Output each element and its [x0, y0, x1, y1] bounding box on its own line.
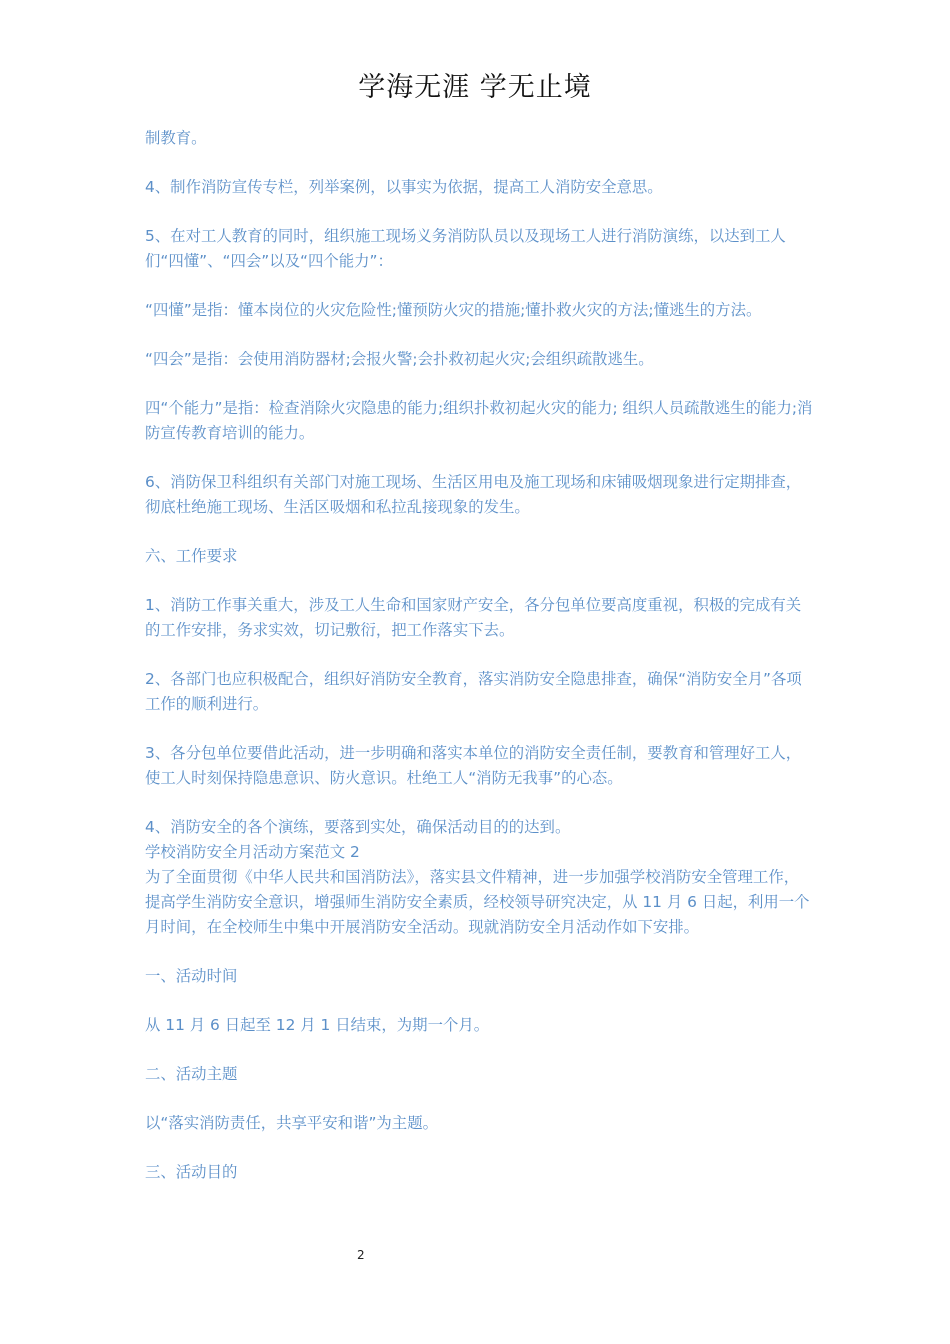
paragraph-12: 4、消防安全的各个演练，要落到实处，确保活动目的的达到。	[145, 818, 571, 836]
paragraph-18: 以“落实消防责任，共享平安和谐”为主题。	[145, 1114, 438, 1132]
section-heading-activity-time: 一、活动时间	[145, 967, 238, 985]
paragraph-6: 四“个能力”是指：检查消除火灾隐患的能力;组织扑救初起火灾的能力; 组织人员疏散逃生的能力;消防宣传教育培训的能力。	[145, 399, 813, 442]
paragraph-1: 制教育。	[145, 129, 207, 147]
paragraph-11: 3、各分包单位要借此活动，进一步明确和落实本单位的消防安全责任制，要教育和管理好工人，使工人时刻保持隐患意识、防火意识。杜绝工人“消防无我事”的心态。	[145, 744, 802, 787]
paragraph-16: 从 11 月 6 日起至 12 月 1 日结束，为期一个月。	[145, 1016, 490, 1034]
paragraph-14: 为了全面贯彻《中华人民共和国消防法》，落实县文件精神，进一步加强学校消防安全管理工作，提高学生消防安全意识，增强师生消防安全素质，经校领导研究决定，从 11 月 6 日起，利用一个月时间，在全校师生中集中开展消防安全活动。现就消防安全月活动作如下安排。	[145, 868, 810, 936]
section-heading-activity-theme: 二、活动主题	[145, 1065, 238, 1083]
document-body	[145, 126, 813, 1185]
section-heading-work-requirements: 六、工作要求	[145, 547, 238, 565]
page-header-title: 学海无涯 学无止境	[358, 72, 592, 103]
section-title-sample-2: 学校消防安全月活动方案范文 2	[145, 843, 360, 861]
paragraph-7: 6、消防保卫科组织有关部门对施工现场、生活区用电及施工现场和床铺吸烟现象进行定期排查，彻底杜绝施工现场、生活区吸烟和私拉乱接现象的发生。	[145, 473, 802, 516]
section-heading-activity-purpose: 三、活动目的	[145, 1163, 238, 1181]
page-number: 2	[357, 1248, 365, 1262]
paragraph-4: “四懂”是指：懂本岗位的火灾危险性;懂预防火灾的措施;懂扑救火灾的方法;懂逃生的方法。	[145, 301, 762, 319]
paragraph-5: “四会”是指：会使用消防器材;会报火警;会扑救初起火灾;会组织疏散逃生。	[145, 350, 654, 368]
paragraph-10: 2、各部门也应积极配合，组织好消防安全教育，落实消防安全隐患排查，确保“消防安全月”各项工作的顺利进行。	[145, 670, 802, 713]
paragraph-9: 1、消防工作事关重大，涉及工人生命和国家财产安全，各分包单位要高度重视，积极的完成有关的工作安排，务求实效，切记敷衍，把工作落实下去。	[145, 596, 802, 639]
paragraph-2: 4、制作消防宣传专栏，列举案例，以事实为依据，提高工人消防安全意思。	[145, 178, 663, 196]
paragraph-3: 5、在对工人教育的同时，组织施工现场义务消防队员以及现场工人进行消防演练，以达到工人们“四懂”、“四会”以及“四个能力”：	[145, 227, 786, 270]
